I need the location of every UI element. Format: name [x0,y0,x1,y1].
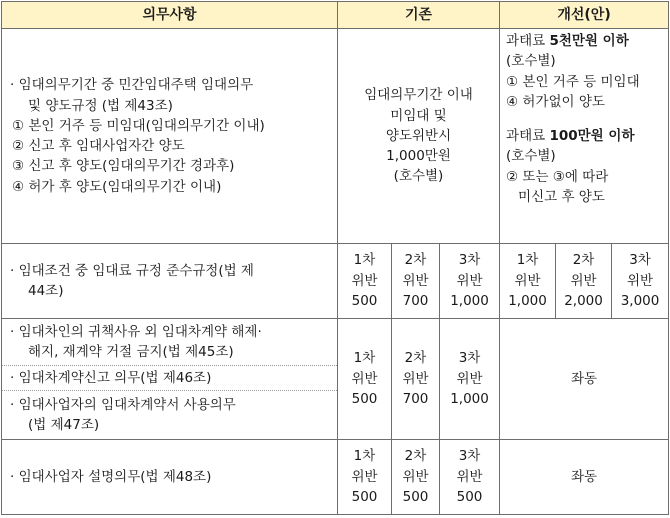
fine-value: 500 [351,391,378,408]
duty-line: · 임대의무기간 중 민간임대주택 임대의무 [10,77,254,94]
improved-fine-b [506,126,668,146]
improved-violation-3 [612,244,669,319]
violation-count: 3차 [629,251,651,268]
violation-count: 3차 [458,251,481,268]
duty-article-45 [2,319,338,366]
fine-prefix: 과태료 [506,128,550,144]
duty-item: ④ 허가 후 양도(임대의무기간 이내) [12,178,222,195]
improved-item: 미신고 후 양도 [518,188,605,205]
violation-label: 위반 [514,272,541,289]
duty-line: · 임대차인의 귀책사유 외 임대차계약 해제· [10,323,262,340]
violation-count: 2차 [404,349,427,366]
existing-violation-2 [392,319,440,440]
duty-item: ③ 신고 후 양도(임대의무기간 경과후) [12,158,235,175]
fine-amount: 100만원 이하 [549,128,635,144]
duty-line: · 임대사업자의 임대차계약서 사용의무 [10,396,236,413]
row-article-45 [2,319,669,366]
existing-line: 1,000만원 [386,148,451,165]
row-article-43 [2,29,669,244]
existing-violation-1 [338,319,392,440]
fine-value: 1,000 [450,391,489,408]
violation-count: 3차 [458,447,481,464]
penalty-comparison-table [1,1,669,515]
existing-line: 임대의무기간 이내 [364,87,473,104]
violation-label: 위반 [351,370,378,387]
duty-article-44 [2,244,338,319]
violation-label: 위반 [570,272,597,289]
per-unit-label: (호수별) [506,148,556,165]
existing-line: (호수별) [393,168,444,185]
fine-value: 500 [402,489,429,506]
per-unit-label: (호수별) [506,53,556,70]
improved-item: ④ 허가없이 양도 [506,93,605,110]
violation-count: 1차 [353,251,376,268]
violation-count: 1차 [353,447,376,464]
existing-line: 양도위반시 [385,127,452,144]
fine-value: 1,000 [508,293,547,310]
fine-value: 3,000 [620,293,660,310]
violation-label: 위반 [351,272,378,289]
improved-item: ① 본인 거주 등 미임대 [506,73,640,90]
existing-violation-1 [338,244,392,319]
existing-line: 미임대 및 [390,107,447,124]
duty-item: ② 신고 후 임대사업자간 양도 [12,138,185,154]
violation-count: 1차 [516,251,539,268]
existing-violation-2 [392,440,440,515]
duty-line: 44조) [28,283,64,299]
duty-line: 및 양도규정 (법 제43조) [28,97,173,114]
improved-violation-1 [500,244,556,319]
existing-violation-2 [392,244,440,319]
duty-line: 해지, 재계약 거절 금지(법 제45조) [28,344,234,360]
duty-item: ① 본인 거주 등 미임대(임대의무기간 이내) [12,117,265,134]
violation-count: 3차 [458,349,481,366]
fine-value: 500 [351,293,378,310]
header-improved: 개선(안) [500,2,669,29]
fine-value: 700 [402,293,429,310]
duty-article-43 [2,29,338,244]
fine-value: 500 [351,489,378,506]
duty-article-47 [2,391,338,440]
fine-value: 500 [456,489,483,506]
fine-value: 1,000 [450,293,489,310]
row-article-44 [2,244,669,319]
duty-line: (법 제47조) [28,417,100,433]
violation-count: 2차 [404,447,427,464]
violation-label: 위반 [626,272,654,289]
fine-prefix: 과태료 [506,33,550,49]
violation-label: 위반 [402,370,429,387]
improved-item: ② 또는 ③에 따라 [506,168,609,185]
violation-count: 2차 [572,251,595,268]
row-article-48 [2,440,669,515]
duty-article-48: · 임대사업자 설명의무(법 제48조) [2,440,338,515]
violation-count: 2차 [404,251,427,268]
improved-same: 좌동 [500,319,669,440]
violation-label: 위반 [402,272,429,289]
duty-article-46: · 임대차계약신고 의무(법 제46조) [2,366,338,391]
fine-value: 700 [402,391,429,408]
existing-violation-3 [440,319,500,440]
improved-violation-2 [556,244,612,319]
violation-label: 위반 [456,370,483,387]
existing-article-43 [338,29,500,244]
header-existing: 기존 [338,2,500,29]
violation-label: 위반 [402,468,429,485]
violation-label: 위반 [456,272,483,289]
improved-article-43 [500,29,669,244]
existing-violation-3 [440,244,500,319]
fine-amount: 5천만원 이하 [549,33,629,49]
header-row [2,2,669,29]
improved-same: 좌동 [500,440,669,515]
violation-label: 위반 [351,468,378,485]
fine-value: 2,000 [564,293,603,310]
violation-count: 1차 [353,349,376,366]
existing-violation-3 [440,440,500,515]
header-duty: 의무사항 [2,2,338,29]
existing-violation-1 [338,440,392,515]
improved-fine-a [506,31,668,51]
duty-line: · 임대조건 중 임대료 규정 준수규정(법 제 [10,262,254,279]
violation-label: 위반 [456,468,483,485]
